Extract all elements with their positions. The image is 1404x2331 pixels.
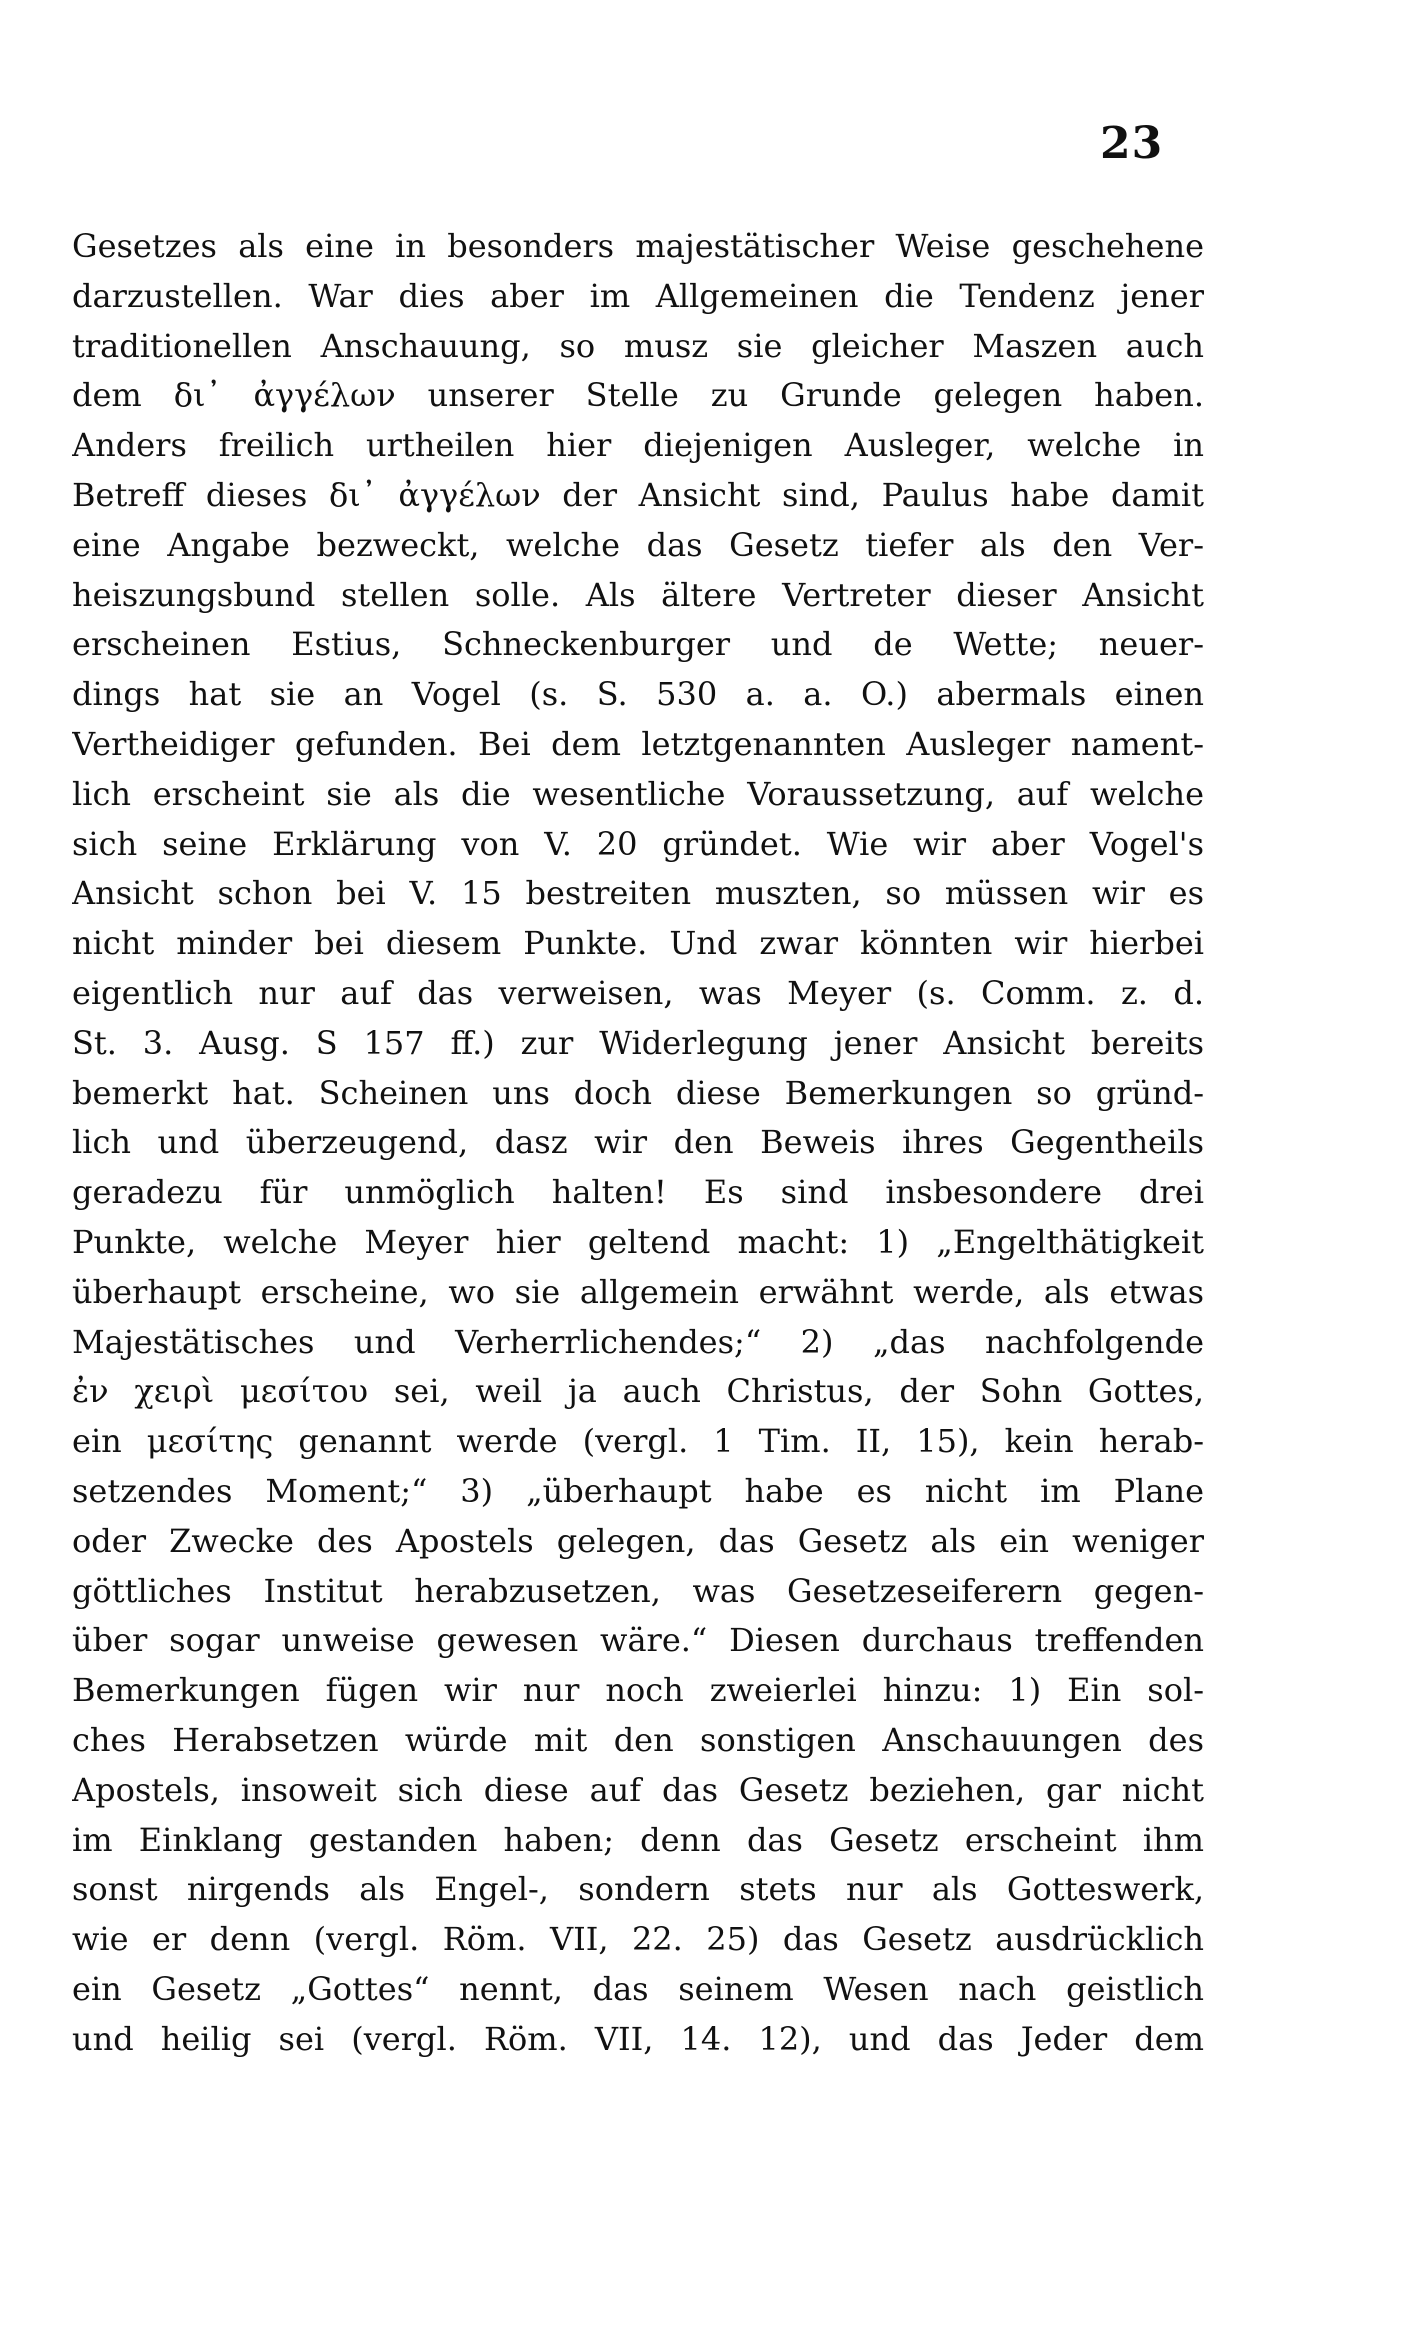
text-line: dem δι᾽ ἀγγέλων unserer Stelle zu Grunde gelegen haben. bbox=[72, 376, 1204, 415]
text-line: bemerkt hat. Scheinen uns doch diese Bemerkungen so gründ- bbox=[72, 1073, 1204, 1112]
body-text bbox=[72, 222, 1204, 2064]
text-line: traditionellen Anschauung, so musz sie gleicher Maszen auch bbox=[72, 326, 1204, 365]
text-line: geradezu für unmöglich halten! Es sind insbesondere drei bbox=[72, 1173, 1204, 1212]
text-line: heiszungsbund stellen solle. Als ältere Vertreter dieser Ansicht bbox=[72, 575, 1204, 614]
text-line: erscheinen Estius, Schneckenburger und de Wette; neuer- bbox=[72, 625, 1204, 664]
text-line: lich und überzeugend, dasz wir den Beweis ihres Gegentheils bbox=[72, 1123, 1204, 1162]
text-line: oder Zwecke des Apostels gelegen, das Gesetz als ein weniger bbox=[72, 1521, 1204, 1560]
text-line: sich seine Erklärung von V. 20 gründet. Wie wir aber Vogel's bbox=[72, 824, 1204, 863]
text-line: eine Angabe bezweckt, welche das Gesetz tiefer als den Ver- bbox=[72, 525, 1204, 564]
text-line: Bemerkungen fügen wir nur noch zweierlei hinzu: 1) Ein sol- bbox=[72, 1671, 1204, 1710]
text-line: eigentlich nur auf das verweisen, was Meyer (s. Comm. z. d. bbox=[72, 973, 1204, 1012]
text-line: darzustellen. War dies aber im Allgemeinen die Tendenz jener bbox=[72, 276, 1204, 315]
text-line: und heilig sei (vergl. Röm. VII, 14. 12), und das Jeder dem bbox=[72, 2019, 1204, 2058]
text-line: ein Gesetz „Gottes“ nennt, das seinem Wesen nach geistlich bbox=[72, 1969, 1204, 2008]
text-line: Ansicht schon bei V. 15 bestreiten muszten, so müssen wir es bbox=[72, 874, 1204, 913]
text-line: über sogar unweise gewesen wäre.“ Diesen durchaus treffenden bbox=[72, 1621, 1204, 1660]
text-line: Betreff dieses δι᾽ ἀγγέλων der Ansicht sind, Paulus habe damit bbox=[72, 475, 1204, 514]
text-line: lich erscheint sie als die wesentliche Voraussetzung, auf welche bbox=[72, 774, 1204, 813]
text-line: Vertheidiger gefunden. Bei dem letztgenannten Ausleger nament- bbox=[72, 724, 1204, 763]
text-line: im Einklang gestanden haben; denn das Gesetz erscheint ihm bbox=[72, 1820, 1204, 1859]
text-line: ches Herabsetzen würde mit den sonstigen Anschauungen des bbox=[72, 1720, 1204, 1759]
text-line: Gesetzes als eine in besonders majestätischer Weise geschehene bbox=[72, 227, 1204, 265]
text-line: ein μεσίτης genannt werde (vergl. 1 Tim. II, 15), kein herab- bbox=[72, 1422, 1204, 1461]
text-line: Punkte, welche Meyer hier geltend macht: 1) „Engelthätigkeit bbox=[72, 1222, 1204, 1261]
text-line: Majestätisches und Verherrlichendes;“ 2) „das nachfolgende bbox=[72, 1322, 1204, 1361]
text-line: setzendes Moment;“ 3) „überhaupt habe es nicht im Plane bbox=[72, 1471, 1204, 1510]
text-line: nicht minder bei diesem Punkte. Und zwar könnten wir hierbei bbox=[72, 924, 1204, 963]
text-line: St. 3. Ausg. S 157 ff.) zur Widerlegung jener Ansicht bereits bbox=[72, 1023, 1204, 1062]
text-line: ἐν χειρὶ μεσίτου sei, weil ja auch Christus, der Sohn Gottes, bbox=[72, 1372, 1204, 1411]
text-line: wie er denn (vergl. Röm. VII, 22. 25) das Gesetz ausdrücklich bbox=[72, 1920, 1204, 1959]
text-line: göttliches Institut herabzusetzen, was Gesetzeseiferern gegen- bbox=[72, 1571, 1204, 1610]
text-line: Anders freilich urtheilen hier diejenigen Ausleger, welche in bbox=[72, 426, 1204, 465]
page-number: 23 bbox=[1100, 118, 1164, 169]
text-line: dings hat sie an Vogel (s. S. 530 a. a. O.) abermals einen bbox=[72, 675, 1204, 714]
text-line: sonst nirgends als Engel-, sondern stets nur als Gotteswerk, bbox=[72, 1870, 1204, 1909]
text-line: Apostels, insoweit sich diese auf das Gesetz beziehen, gar nicht bbox=[72, 1770, 1204, 1809]
text-line: überhaupt erscheine, wo sie allgemein erwähnt werde, als etwas bbox=[72, 1272, 1204, 1311]
